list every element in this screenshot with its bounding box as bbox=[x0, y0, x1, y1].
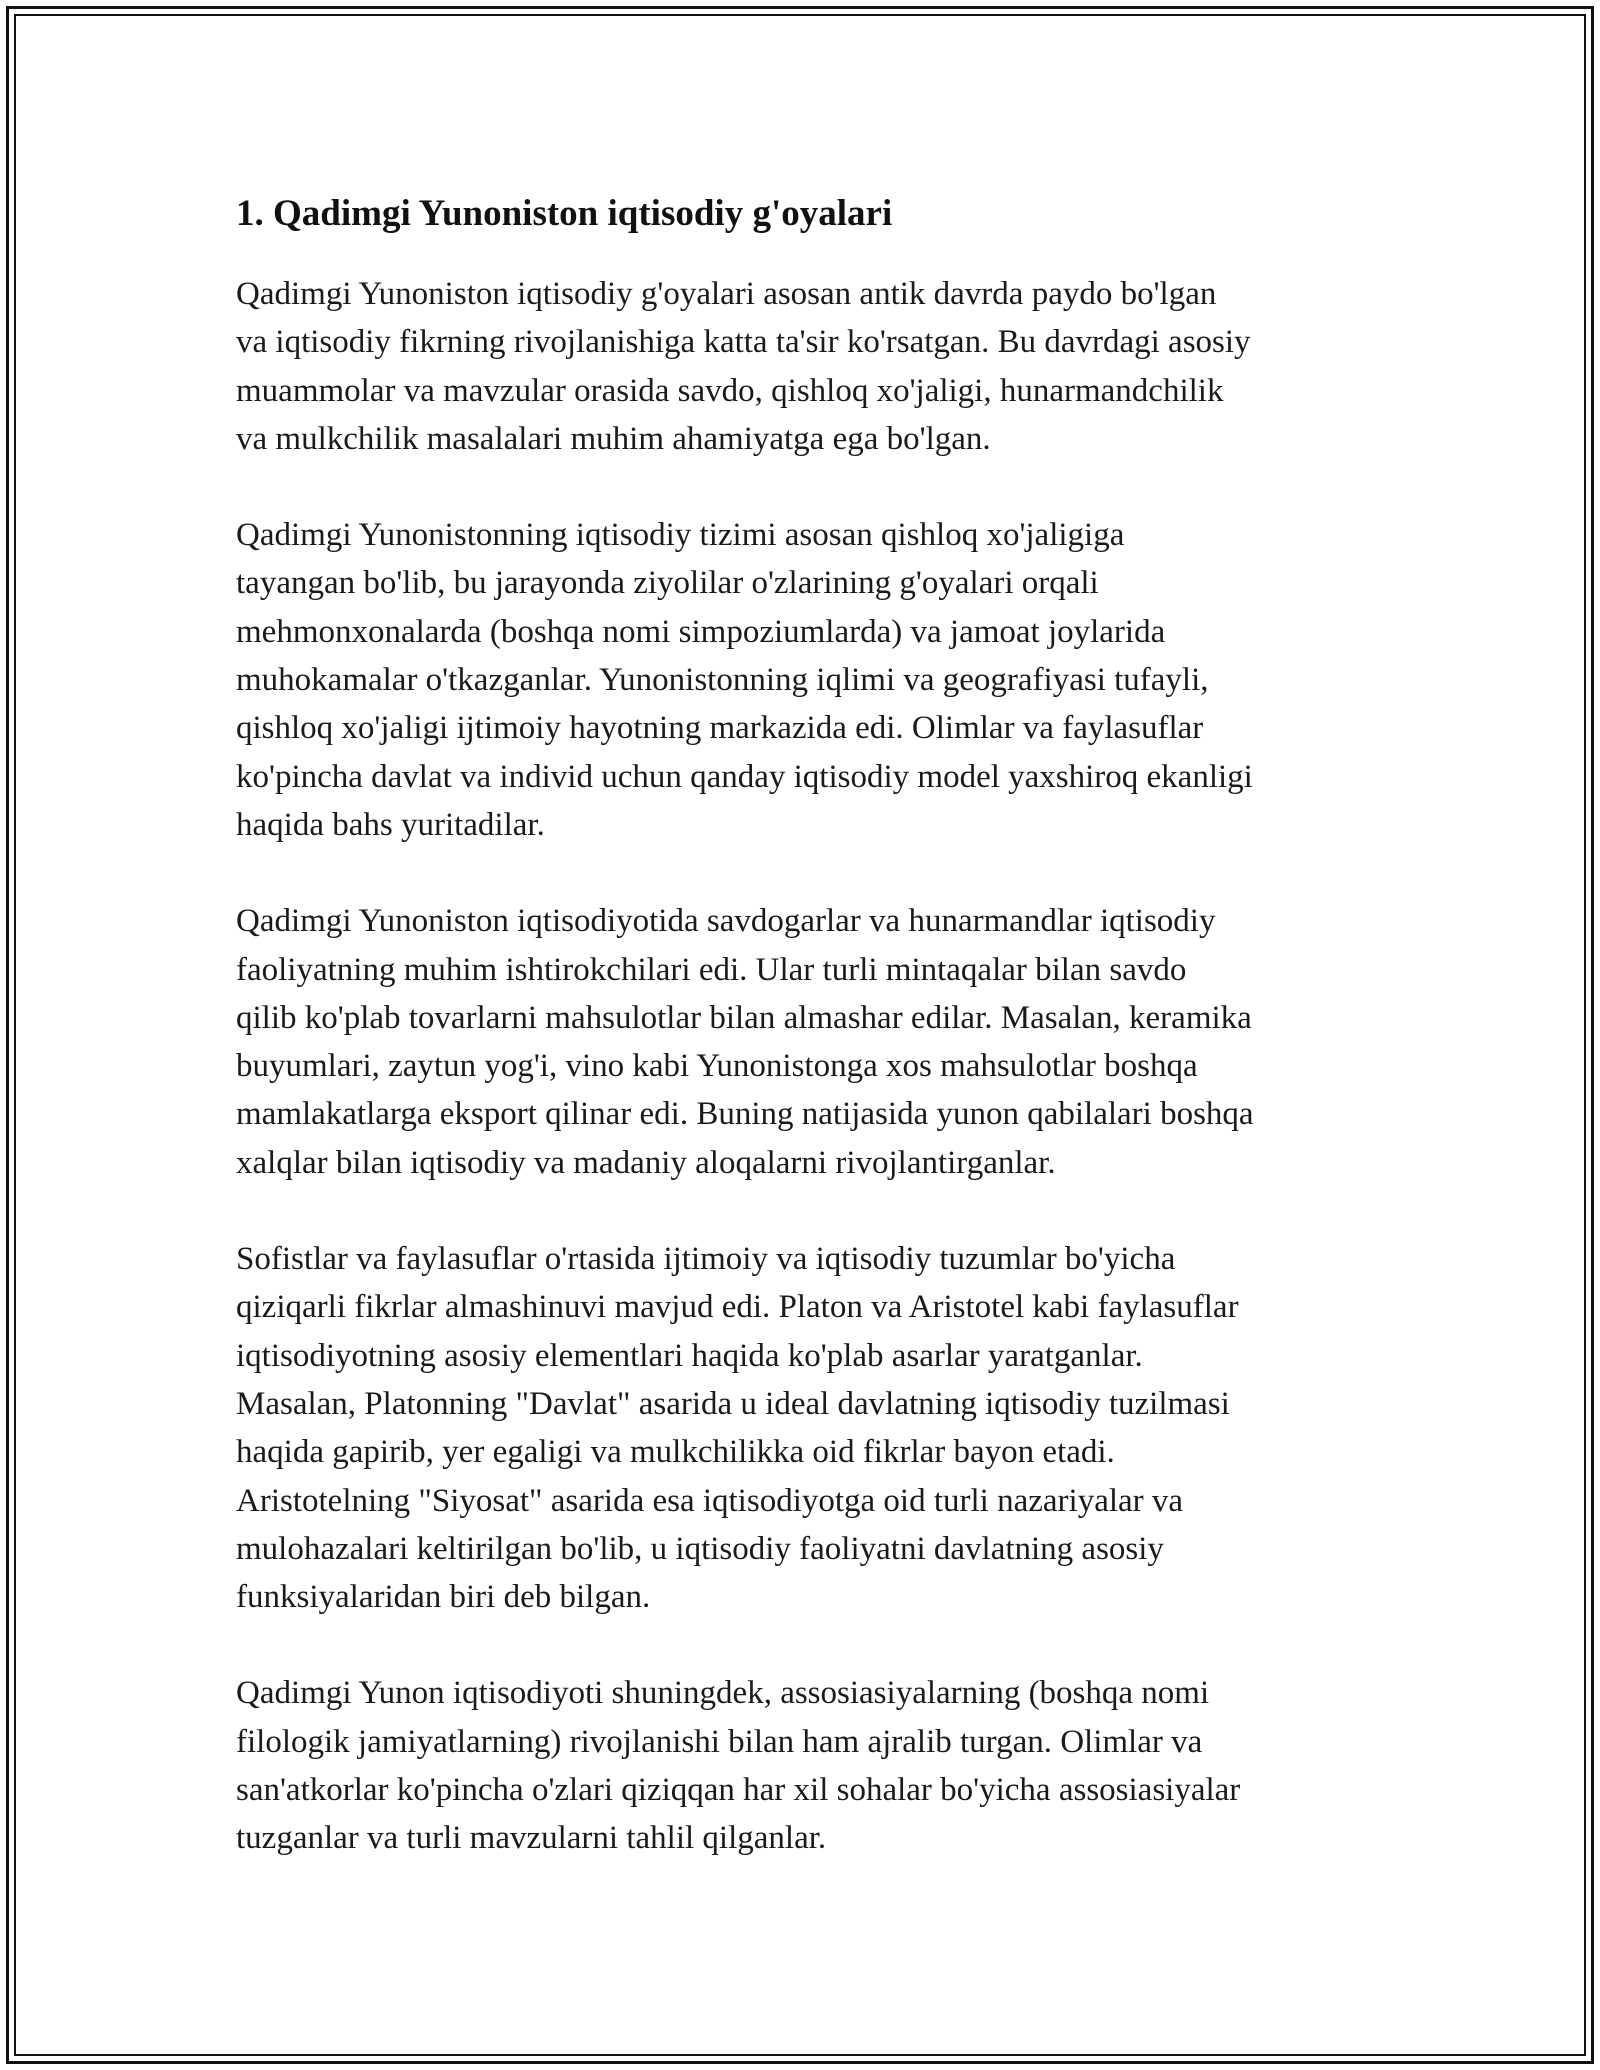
text-line: haqida bahs yuritadilar. bbox=[236, 806, 545, 843]
text-line: mehmonxonalarda (boshqa nomi simpoziumlarda) va jamoat joylarida bbox=[236, 613, 1166, 650]
text-line: va mulkchilik masalalari muhim ahamiyatga ega bo'lgan. bbox=[236, 420, 991, 457]
text-line: tuzganlar va turli mavzularni tahlil qilganlar. bbox=[236, 1820, 827, 1857]
paragraph-4 bbox=[236, 1235, 1376, 1621]
text-line: iqtisodiyotning asosiy elementlari haqida ko'plab asarlar yaratganlar. bbox=[236, 1337, 1143, 1374]
text-line: buyumlari, zaytun yog'i, vino kabi Yunonistonga xos mahsulotlar boshqa bbox=[236, 1048, 1198, 1085]
text-line: ko'pincha davlat va individ uchun qanday iqtisodiy model yaxshiroq ekanligi bbox=[236, 758, 1253, 795]
text-line: mulohazalari keltirilgan bo'lib, u iqtisodiy faoliyatni davlatning asosiy bbox=[236, 1530, 1164, 1567]
text-line: Qadimgi Yunon iqtisodiyoti shuningdek, assosiasiyalarning (boshqa nomi bbox=[236, 1675, 1210, 1712]
text-line: tayangan bo'lib, bu jarayonda ziyolilar o'zlarining g'oyalari orqali bbox=[236, 565, 1099, 602]
text-line: va iqtisodiy fikrning rivojlanishiga katta ta'sir ko'rsatgan. Bu davrdagi asosiy bbox=[236, 324, 1251, 361]
text-line: faoliyatning muhim ishtirokchilari edi. Ular turli mintaqalar bilan savdo bbox=[236, 951, 1187, 988]
text-line: filologik jamiyatlarning) rivojlanishi bilan ham ajralib turgan. Olimlar va bbox=[236, 1723, 1203, 1760]
text-line: san'atkorlar ko'pincha o'zlari qiziqqan har xil sohalar bo'yicha assosiasiyalar bbox=[236, 1772, 1241, 1809]
text-line: funksiyalaridan biri deb bilgan. bbox=[236, 1579, 651, 1616]
text-line: qilib ko'plab tovarlarni mahsulotlar bilan almashar edilar. Masalan, keramika bbox=[236, 999, 1252, 1036]
text-line: xalqlar bilan iqtisodiy va madaniy aloqalarni rivojlantirganlar. bbox=[236, 1144, 1056, 1181]
text-line: muammolar va mavzular orasida savdo, qishloq xo'jaligi, hunarmandchilik bbox=[236, 372, 1224, 409]
text-line: qiziqarli fikrlar almashinuvi mavjud edi. Platon va Aristotel kabi faylasuflar bbox=[236, 1289, 1239, 1326]
paragraph-3 bbox=[236, 897, 1376, 1187]
text-line: haqida gapirib, yer egaligi va mulkchilikka oid fikrlar bayon etadi. bbox=[236, 1434, 1115, 1471]
text-line: qishloq xo'jaligi ijtimoiy hayotning markazida edi. Olimlar va faylasuflar bbox=[236, 710, 1204, 747]
text-line: Masalan, Platonning "Davlat" asarida u ideal davlatning iqtisodiy tuzilmasi bbox=[236, 1385, 1230, 1422]
paragraph-5 bbox=[236, 1669, 1376, 1862]
text-line: muhokamalar o'tkazganlar. Yunonistonning iqlimi va geografiyasi tufayli, bbox=[236, 662, 1209, 699]
text-line: Sofistlar va faylasuflar o'rtasida ijtimoiy va iqtisodiy tuzumlar bo'yicha bbox=[236, 1241, 1176, 1278]
text-line: Qadimgi Yunoniston iqtisodiy g'oyalari asosan antik davrda paydo bo'lgan bbox=[236, 276, 1217, 312]
document-body bbox=[236, 186, 1376, 1911]
paragraph-1 bbox=[236, 270, 1376, 463]
text-line: Aristotelning "Siyosat" asarida esa iqtisodiyotga oid turli nazariyalar va bbox=[236, 1482, 1184, 1519]
text-line: Qadimgi Yunonistonning iqtisodiy tizimi asosan qishloq xo'jaligiga bbox=[236, 517, 1125, 554]
text-line: mamlakatlarga eksport qilinar edi. Buning natijasida yunon qabilalari boshqa bbox=[236, 1096, 1254, 1133]
section-heading: 1. Qadimgi Yunoniston iqtisodiy g'oyalari bbox=[236, 193, 893, 234]
text-line: Qadimgi Yunoniston iqtisodiyotida savdogarlar va hunarmandlar iqtisodiy bbox=[236, 903, 1216, 940]
paragraph-2 bbox=[236, 511, 1376, 849]
